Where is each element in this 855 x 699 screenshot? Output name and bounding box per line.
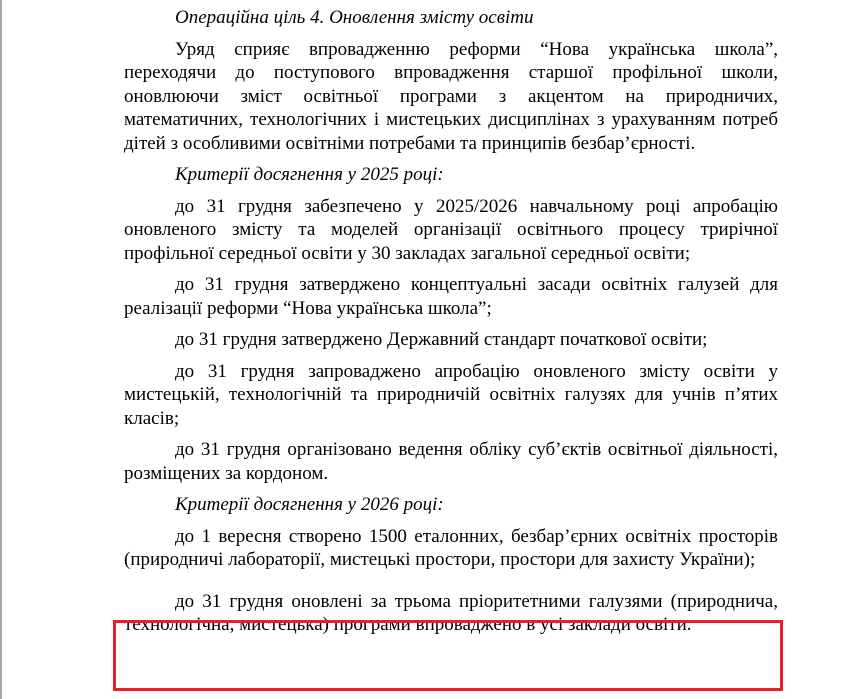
criterion-2026-item-highlighted: до 31 грудня оновлені за трьома пріоритетними галузями (природнича, технологічна, мистецька) програми впроваджено в усі заклади освіти. (124, 590, 778, 635)
criterion-2025-item: до 31 грудня запроваджено апробацію оновленого змісту освіти у мистецькій, технологічній та природничій освітніх галузях для учнів п’ятих класів; (124, 360, 778, 429)
document-page (124, 0, 778, 637)
criterion-2025-item: до 31 грудня затверджено Державний стандарт початкової освіти; (175, 329, 708, 350)
criterion-2025-item: до 31 грудня забезпечено у 2025/2026 навчальному році апробацію оновленого змісту та моделей організації освітнього процесу трирічної профільної середньої освіти у 30 закладах загальної середньої освіти; (124, 195, 778, 264)
criteria-2025-heading: Критерії досягнення у 2025 році: (175, 164, 444, 185)
criterion-2026-item: до 1 вересня створено 1500 еталонних, безбар’єрних освітніх просторів (природничі лабораторії, мистецькі простори, простори для захисту України); (124, 525, 778, 570)
goal-heading: Операційна ціль 4. Оновлення змісту освіти (175, 7, 534, 28)
criteria-2026-heading: Критерії досягнення у 2026 році: (175, 494, 444, 515)
criterion-2025-item: до 31 грудня затверджено концептуальні засади освітніх галузей для реалізації реформи “Нова українська школа”; (124, 274, 778, 319)
page-edge-line (0, 0, 2, 699)
highlight-box (113, 620, 783, 691)
criterion-2025-item: до 31 грудня організовано ведення обліку суб’єктів освітньої діяльності, розміщених за кордоном. (124, 439, 778, 484)
intro-paragraph: Уряд сприяє впровадженню реформи “Нова українська школа”, переходячи до поступового впровадження старшої профільної школи, оновлюючи зміст освітньої програми з акцентом на природничих, математичних, технологічних і мистецьких дисциплінах з урахуванням потреб дітей з особливими освітніми потребами та принципів безбар’єрності. (124, 38, 778, 154)
